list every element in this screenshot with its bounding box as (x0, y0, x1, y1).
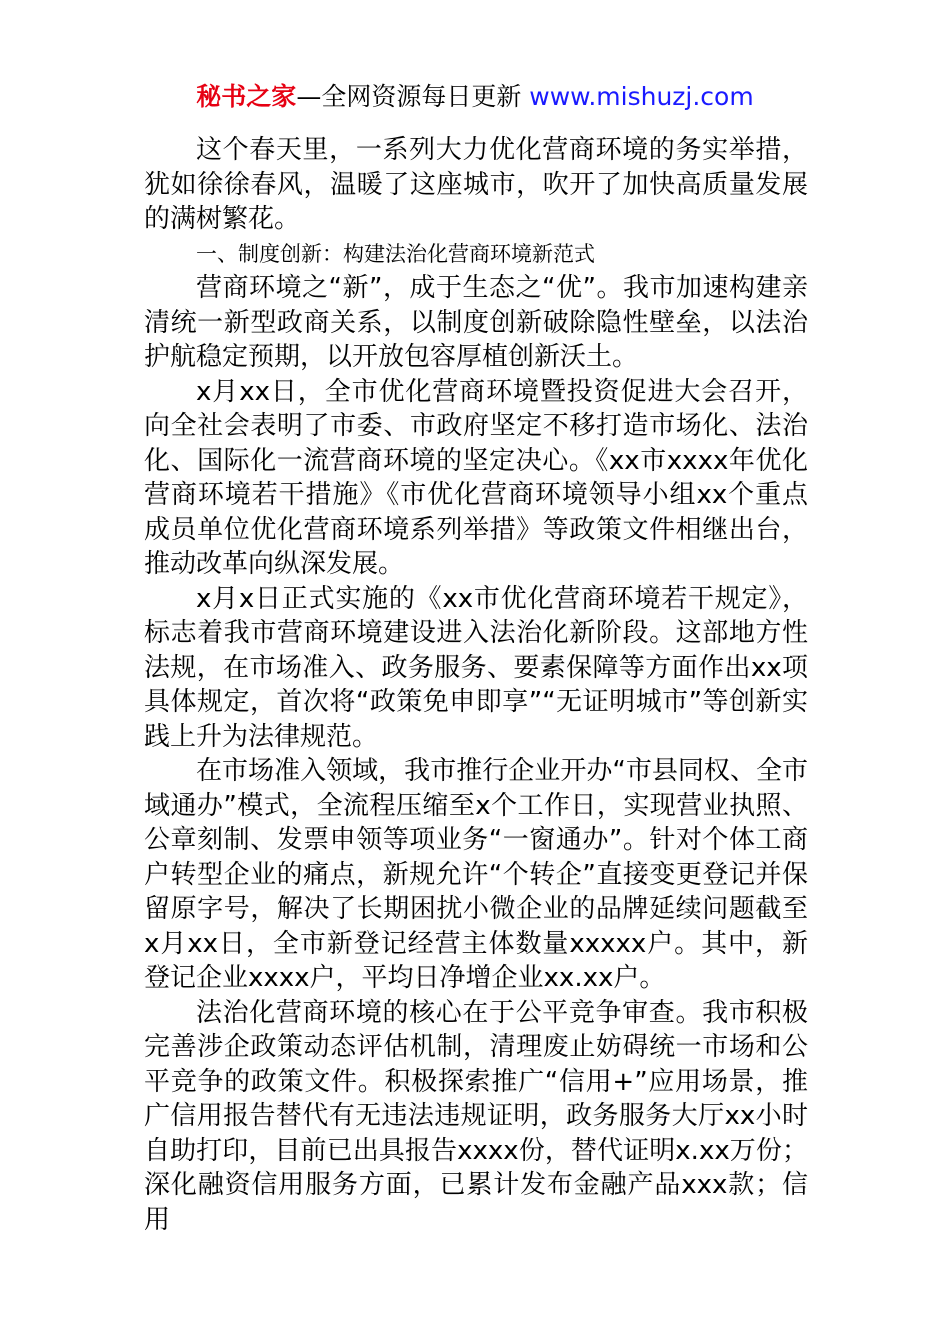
brand-name: 秘书之家 (196, 82, 297, 111)
paragraph-regulation: x月x日正式实施的《xx市优化营商环境若干规定》，标志着我市营商环境建设进入法治化新阶段。这部地方性法规，在市场准入、政务服务、要素保障等方面作出xx项具体规定，首次将“政策免申即享”“无证明城市”等创新实践上升为法律规范。 (144, 583, 808, 752)
paragraph-conference: x月xx日，全市优化营商环境暨投资促进大会召开，向全社会表明了市委、市政府坚定不移打造市场化、法治化、国际化一流营商环境的坚定决心。《xx市xxxx年优化营商环境若干措施》《市优化营商环境领导小组xx个重点成员单位优化营商环境系列举措》等政策文件相继出台，推动改革向纵深发展。 (144, 376, 808, 579)
section-heading: 一、制度创新：构建法治化营商环境新范式 (196, 241, 595, 266)
paragraph-market-access: 在市场准入领域，我市推行企业开办“市县同权、全市域通办”模式，全流程压缩至x个工作日，实现营业执照、公章刻制、发票申领等项业务“一窗通办”。针对个体工商户转型企业的痛点，新规允许“个转企”直接变更登记并保留原字号，解决了长期困扰小微企业的品牌延续问题截至x月xx日，全市新登记经营主体数量xxxxx户。其中，新登记企业xxxx户，平均日净增企业xx.xx户。 (144, 756, 808, 993)
paragraph-new-ecology: 营商环境之“新”，成于生态之“优”。我市加速构建亲清统一新型政商关系，以制度创新破除隐性壁垒，以法治护航稳定预期，以开放包容厚植创新沃土。 (144, 273, 808, 372)
paragraph-intro: 这个春天里，一系列大力优化营商环境的务实举措，犹如徐徐春风，温暖了这座城市，吹开了加快高质量发展的满树繁花。 (144, 135, 808, 234)
site-header (0, 80, 950, 114)
paragraph-fair-competition: 法治化营商环境的核心在于公平竞争审查。我市积极完善涉企政策动态评估机制，清理废止妨碍统一市场和公平竞争的政策文件。积极探索推广“信用+”应用场景，推广信用报告替代有无违法违规证明，政务服务大厅xx小时自助打印，目前已出具报告xxxx份，替代证明x.xx万份；深化融资信用服务方面，已累计发布金融产品xxx款；信用 (144, 997, 808, 1235)
site-url-link[interactable]: www.mishuzj.com (529, 82, 754, 111)
article-body (144, 133, 808, 1237)
header-slogan: —全网资源每日更新 (296, 82, 522, 111)
